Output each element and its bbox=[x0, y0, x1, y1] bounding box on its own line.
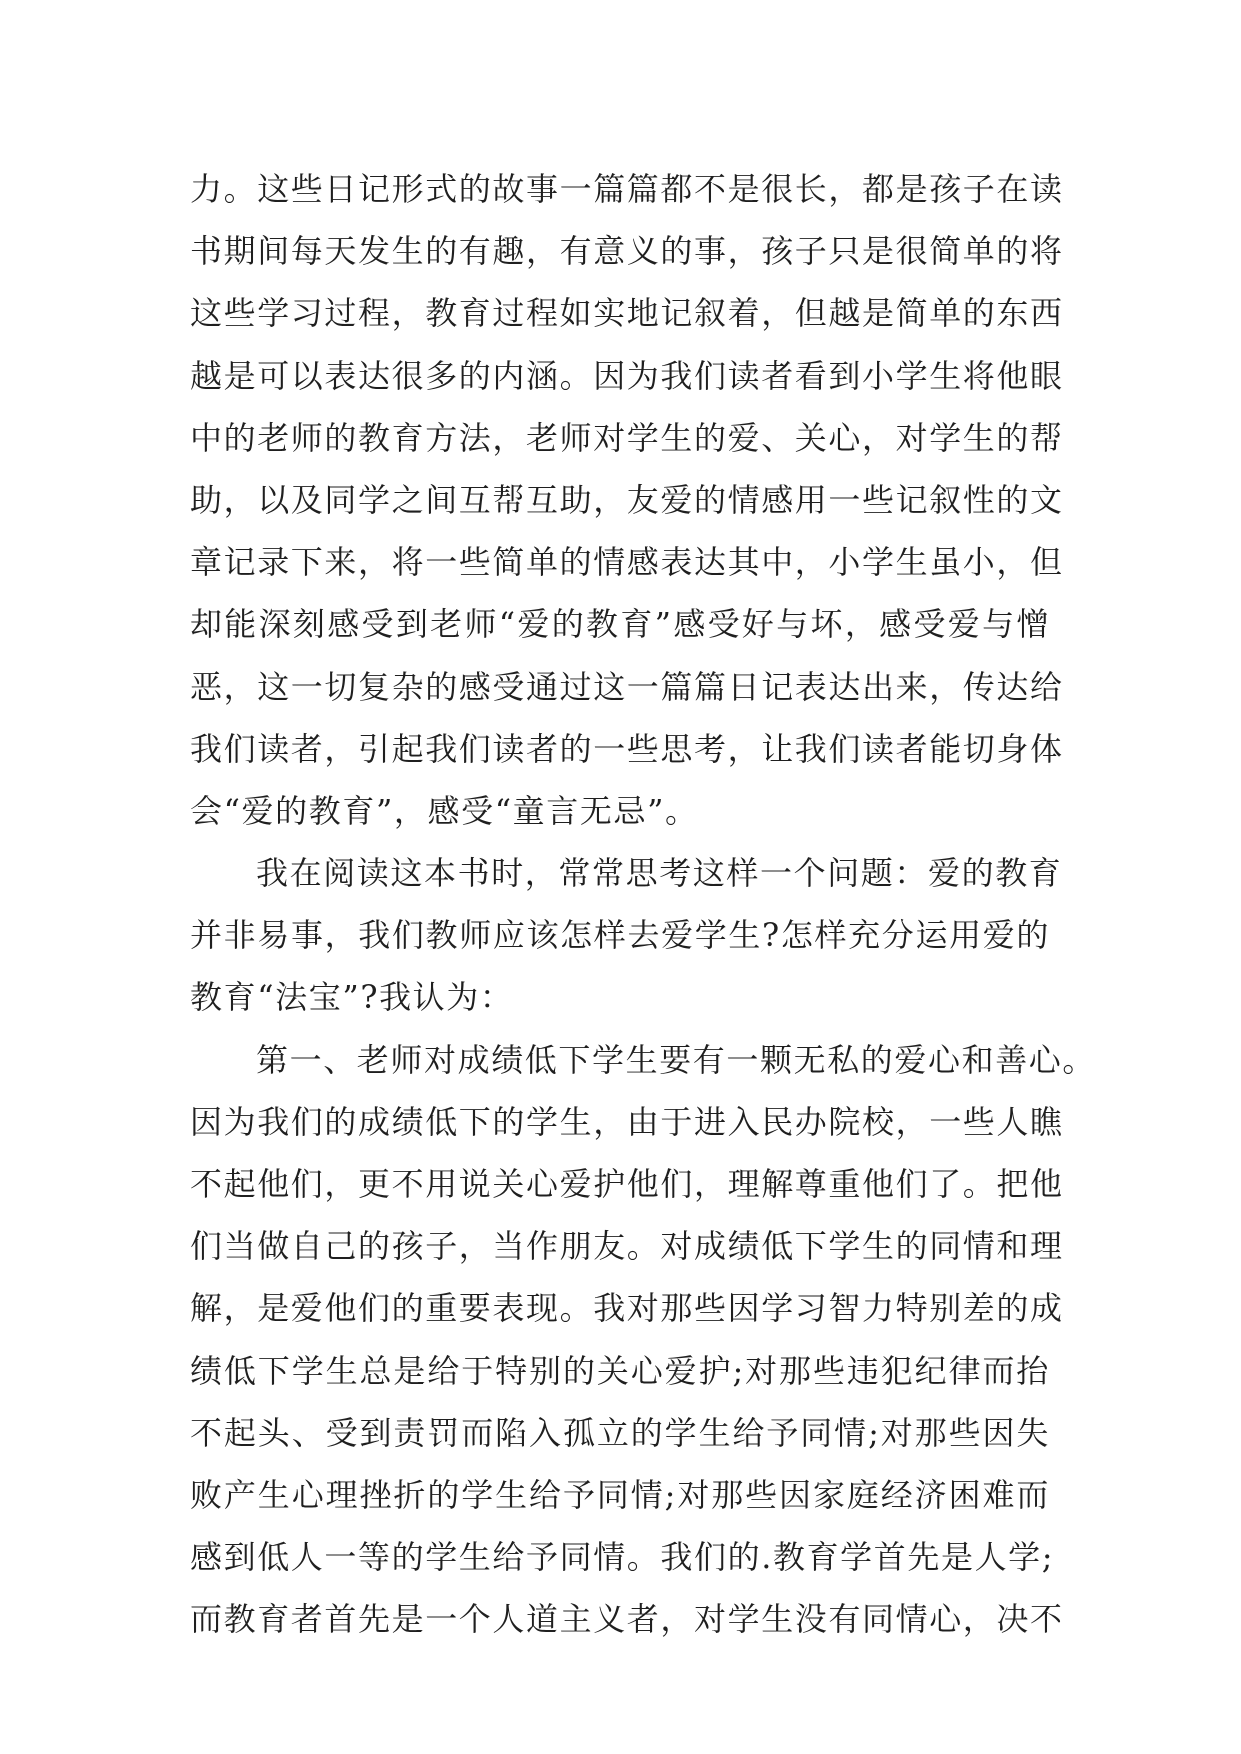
text-line: 书期间每天发生的有趣，有意义的事，孩子只是很简单的将 bbox=[190, 232, 1064, 271]
text-line: 恶，这一切复杂的感受通过这一篇篇日记表达出来，传达给 bbox=[190, 667, 1064, 706]
text-line: 中的老师的教育方法，老师对学生的爱、关心，对学生的帮 bbox=[190, 418, 1064, 457]
text-line: 败产生心理挫折的学生给予同情;对那些因家庭经济困难而 bbox=[190, 1475, 1050, 1514]
text-line: 们当做自己的孩子，当作朋友。对成绩低下学生的同情和理 bbox=[190, 1227, 1064, 1266]
text-line: 不起头、受到责罚而陷入孤立的学生给予同情;对那些因失 bbox=[190, 1413, 1050, 1452]
body-text bbox=[190, 158, 1097, 1651]
text-line: 力。这些日记形式的故事一篇篇都不是很长，都是孩子在读 bbox=[190, 170, 1064, 208]
text-line: 因为我们的成绩低下的学生，由于进入民办院校，一些人瞧 bbox=[190, 1102, 1064, 1141]
text-line: 我在阅读这本书时，常常思考这样一个问题：爱的教育 bbox=[256, 854, 1063, 893]
text-line: 却能深刻感受到老师“爱的教育”感受好与坏，感受爱与憎 bbox=[190, 605, 1050, 644]
text-line: 并非易事，我们教师应该怎样去爱学生?怎样充分运用爱的 bbox=[190, 916, 1050, 955]
text-line: 绩低下学生总是给于特别的关心爱护;对那些违犯纪律而抬 bbox=[190, 1351, 1050, 1390]
text-line: 而教育者首先是一个人道主义者，对学生没有同情心，决不 bbox=[190, 1600, 1064, 1639]
text-line: 不起他们，更不用说关心爱护他们，理解尊重他们了。把他 bbox=[190, 1165, 1064, 1203]
text-line: 我们读者，引起我们读者的一些思考，让我们读者能切身体 bbox=[190, 729, 1064, 768]
text-line: 越是可以表达很多的内涵。因为我们读者看到小学生将他眼 bbox=[190, 356, 1064, 395]
text-line: 会“爱的教育”，感受“童言无忌”。 bbox=[190, 791, 699, 830]
text-line: 感到低人一等的学生给予同情。我们的.教育学首先是人学; bbox=[190, 1538, 1055, 1577]
text-line: 章记录下来，将一些简单的情感表达其中，小学生虽小，但 bbox=[190, 543, 1064, 582]
text-line: 解，是爱他们的重要表现。我对那些因学习智力特别差的成 bbox=[190, 1289, 1064, 1328]
text-line: 这些学习过程，教育过程如实地记叙着，但越是简单的东西 bbox=[190, 294, 1064, 333]
text-line: 第一、老师对成绩低下学生要有一颗无私的爱心和善心。 bbox=[256, 1040, 1097, 1079]
text-line: 助，以及同学之间互帮互助，友爱的情感用一些记叙性的文 bbox=[190, 480, 1064, 519]
text-line: 教育“法宝”?我认为： bbox=[190, 978, 514, 1017]
